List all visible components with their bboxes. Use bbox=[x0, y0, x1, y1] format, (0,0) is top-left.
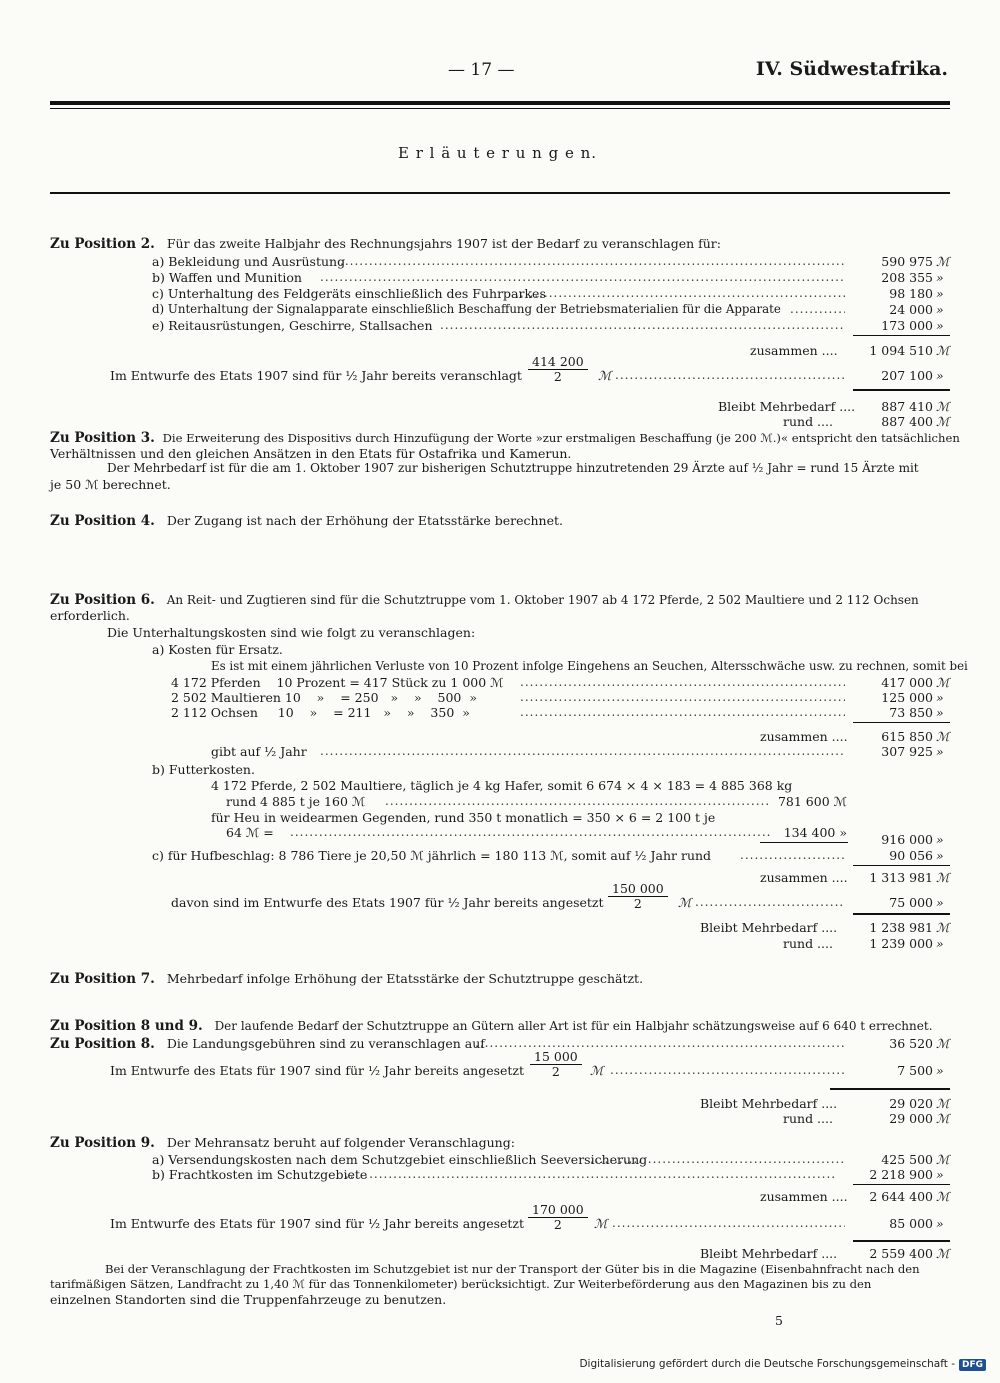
pos8-line: Zu Position 8. Die Landungsgebühren sind zu veranschlagen auf bbox=[50, 1036, 485, 1052]
pos8-bleibt-value: 29 020 ℳ bbox=[889, 1096, 950, 1111]
pos4-line: Zu Position 4. Der Zugang ist nach der Erhöhung der Etatsstärke berechnet. bbox=[50, 513, 563, 529]
pos2-item-e-value: 173 000 » bbox=[881, 318, 944, 333]
pos6-entwurf-text: davon sind im Entwurfe des Etats 1907 für ½ Jahr bereits angesetzt bbox=[171, 895, 604, 910]
leader-dots bbox=[320, 744, 845, 758]
leader-dots bbox=[790, 302, 845, 316]
pos2-rund-value: 887 400 ℳ bbox=[881, 414, 950, 429]
pos3-line4: je 50 ℳ berechnet. bbox=[50, 477, 171, 492]
pos9-item-b-value: 2 218 900 » bbox=[869, 1167, 944, 1182]
leader-dots bbox=[695, 895, 845, 909]
pos6-label: Zu Position 6. bbox=[50, 592, 155, 608]
pos2-item-b: b) Waffen und Munition bbox=[152, 270, 302, 285]
leader-dots bbox=[475, 1036, 845, 1050]
pos9-note1: Bei der Veranschlagung der Frachtkosten im Schutzgebiet ist nur der Transport der Güter bis in die Magazine (Eisenbahnfracht nach den bbox=[105, 1262, 920, 1276]
leader-dots bbox=[520, 705, 845, 719]
leader-dots bbox=[740, 848, 845, 862]
pos2-item-c-value: 98 180 » bbox=[889, 286, 944, 301]
pos8-entwurf-value: 7 500 » bbox=[897, 1063, 944, 1078]
pos6-b-label: b) Futterkosten. bbox=[152, 762, 255, 777]
pos8-frac-unit: ℳ bbox=[590, 1063, 604, 1078]
pos6-a-row1: 4 172 Pferden 10 Prozent = 417 Stück zu 1 000 ℳ bbox=[171, 675, 504, 690]
pos2-fraction: $\frac{414 200}{2}$ bbox=[528, 355, 588, 384]
pos9-item-a: a) Versendungskosten nach dem Schutzgebiet einschließlich Seeversicherung bbox=[152, 1152, 648, 1167]
leader-dots bbox=[440, 318, 845, 332]
pos6-a-text: Es ist mit einem jährlichen Verluste von 10 Prozent infolge Eingehens an Seuchen, Altersschwäche usw. zu rechnen, somit bei bbox=[211, 659, 968, 673]
pos2-bleibt-value: 887 410 ℳ bbox=[881, 399, 950, 414]
pos6-rund-label: rund .... bbox=[783, 936, 833, 951]
page-heading: E r l ä u t e r u n g e n. bbox=[398, 144, 598, 162]
pos7-label: Zu Position 7. bbox=[50, 971, 155, 987]
dfg-logo: DFG bbox=[959, 1359, 986, 1371]
leader-dots bbox=[320, 270, 845, 284]
pos6-frac-unit: ℳ bbox=[678, 895, 692, 910]
pos6-fraction: $\frac{150 000}{2}$ bbox=[608, 882, 668, 911]
header-rule-thin bbox=[50, 108, 950, 109]
footer-attribution bbox=[579, 1358, 986, 1371]
pos6-a-sum-value: 615 850 ℳ bbox=[881, 729, 950, 744]
pos6-a-sum-label: zusammen .... bbox=[760, 729, 848, 744]
pos6-b-total-value: 916 000 » bbox=[881, 832, 944, 847]
pos4-label: Zu Position 4. bbox=[50, 513, 155, 529]
footer-text: Digitalisierung gefördert durch die Deutsche Forschungsgemeinschaft - bbox=[579, 1358, 955, 1370]
pos2-entwurf-text: Im Entwurfe des Etats 1907 sind für ½ Jahr bereits veranschlagt bbox=[110, 368, 522, 383]
pos6-sum-label: zusammen .... bbox=[760, 870, 848, 885]
leader-dots bbox=[515, 286, 845, 300]
leader-dots bbox=[520, 690, 845, 704]
pos6-c-value: 90 056 » bbox=[889, 848, 944, 863]
pos8-rund-label: rund .... bbox=[783, 1111, 833, 1126]
pos9-item-b: b) Frachtkosten im Schutzgebiete bbox=[152, 1167, 368, 1182]
pos9-bleibt-value: 2 559 400 ℳ bbox=[869, 1246, 950, 1261]
pos9-bleibt-label: Bleibt Mehrbedarf .... bbox=[700, 1246, 838, 1261]
pos9-entwurf-value: 85 000 » bbox=[889, 1216, 944, 1231]
sum-rule bbox=[853, 865, 950, 866]
heading-rule bbox=[50, 192, 950, 194]
pos3-label: Zu Position 3. bbox=[50, 430, 155, 446]
sum-rule bbox=[853, 1184, 950, 1185]
pos9-note2: tarifmäßigen Sätzen, Landfracht zu 1,40 ℳ für das Tonnenkilometer) berücksichtigt. Zur Weiterbeförderung aus den Magazinen bis zu den bbox=[50, 1277, 872, 1291]
pos6-b-line3: für Heu in weidearmen Gegenden, rund 350 t monatlich = 350 × 6 = 2 100 t je bbox=[211, 810, 716, 825]
pos6-line2: erforderlich. bbox=[50, 608, 130, 623]
pos6-a-row2-value: 125 000 » bbox=[881, 690, 944, 705]
pos6-bleibt-label: Bleibt Mehrbedarf .... bbox=[700, 920, 838, 935]
pos8-fraction: $\frac{15 000}{2}$ bbox=[530, 1050, 582, 1079]
leader-dots bbox=[345, 1167, 835, 1181]
pos9-sum-value: 2 644 400 ℳ bbox=[869, 1189, 950, 1204]
pos6-b-line4-value: 134 400 » bbox=[783, 825, 847, 840]
section-title: IV. Südwestafrika. bbox=[755, 58, 948, 80]
pos9-label: Zu Position 9. bbox=[50, 1135, 155, 1151]
pos9-fraction: $\frac{170 000}{2}$ bbox=[528, 1203, 588, 1232]
sum-rule bbox=[760, 842, 848, 843]
leader-dots bbox=[290, 825, 770, 839]
pos2-rund-label: rund .... bbox=[783, 414, 833, 429]
pos2-bleibt-label: Bleibt Mehrbedarf .... bbox=[718, 399, 856, 414]
pos2-item-e: e) Reitausrüstungen, Geschirre, Stallsachen bbox=[152, 318, 433, 333]
pos6-a-row2: 2 502 Maultieren 10 » = 250 » » 500 » bbox=[171, 690, 477, 705]
sheet-mark: 5 bbox=[775, 1313, 783, 1328]
page-number: — 17 — bbox=[448, 60, 515, 80]
pos6-bleibt-value: 1 238 981 ℳ bbox=[869, 920, 950, 935]
pos8-entwurf-text: Im Entwurfe des Etats für 1907 sind für ½ Jahr bereits angesetzt bbox=[110, 1063, 525, 1078]
pos3-line1: Zu Position 3. Die Erweiterung des Dispositivs durch Hinzufügung der Worte »zur erstmaligen Beschaffung (je 200 ℳ.)« entspricht den tatsächlichen bbox=[50, 430, 960, 446]
pos2-item-c: c) Unterhaltung des Feldgeräts einschließlich des Fuhrparkes bbox=[152, 286, 546, 301]
pos2-sum-label: zusammen .... bbox=[750, 343, 838, 358]
pos6-a-label: a) Kosten für Ersatz. bbox=[152, 642, 283, 657]
pos7-line: Zu Position 7. Mehrbedarf infolge Erhöhung der Etatsstärke der Schutztruppe geschätzt. bbox=[50, 971, 644, 987]
pos9-note3: einzelnen Standorten sind die Truppenfahrzeuge zu benutzen. bbox=[50, 1292, 447, 1307]
pos2-item-b-value: 208 355 » bbox=[881, 270, 944, 285]
pos8-label: Zu Position 8. bbox=[50, 1036, 155, 1052]
pos6-b-line1: 4 172 Pferde, 2 502 Maultiere, täglich je 4 kg Hafer, somit 6 674 × 4 × 183 = 4 885 368 kg bbox=[211, 778, 793, 793]
pos6-a-row3-value: 73 850 » bbox=[889, 705, 944, 720]
pos6-sum-value: 1 313 981 ℳ bbox=[869, 870, 950, 885]
pos2-item-a: a) Bekleidung und Ausrüstung bbox=[152, 254, 346, 269]
pos6-a-half-value: 307 925 » bbox=[881, 744, 944, 759]
sum-rule bbox=[853, 389, 950, 391]
pos9-sum-label: zusammen .... bbox=[760, 1189, 848, 1204]
pos2-item-d-value: 24 000 » bbox=[889, 302, 944, 317]
pos8-bleibt-label: Bleibt Mehrbedarf .... bbox=[700, 1096, 838, 1111]
sum-rule bbox=[853, 913, 950, 915]
pos6-b-line2-value: 781 600 ℳ bbox=[777, 794, 847, 809]
pos2-entwurf-value: 207 100 » bbox=[881, 368, 944, 383]
pos2-label: Zu Position 2. bbox=[50, 236, 155, 252]
leader-dots bbox=[615, 368, 845, 382]
pos9-item-a-value: 425 500 ℳ bbox=[881, 1152, 950, 1167]
pos6-a-half-label: gibt auf ½ Jahr bbox=[211, 744, 307, 759]
leader-dots bbox=[590, 1152, 845, 1166]
leader-dots bbox=[340, 254, 845, 268]
pos3-line2: Verhältnissen und den gleichen Ansätzen in den Etats für Ostafrika und Kamerun. bbox=[50, 446, 572, 461]
pos6-a-row3: 2 112 Ochsen 10 » = 211 » » 350 » bbox=[171, 705, 470, 720]
pos89-line: Zu Position 8 und 9. Der laufende Bedarf der Schutztruppe an Gütern aller Art ist für ein Halbjahr schätzungsweise auf 6 640 t errechnet. bbox=[50, 1018, 933, 1034]
pos2-frac-unit: ℳ bbox=[598, 368, 612, 383]
pos8-rund-value: 29 000 ℳ bbox=[889, 1111, 950, 1126]
sum-rule bbox=[853, 335, 950, 336]
sum-rule bbox=[853, 722, 950, 723]
header-rule-thick bbox=[50, 101, 950, 105]
pos9-frac-unit: ℳ bbox=[594, 1216, 608, 1231]
pos6-b-line2: rund 4 885 t je 160 ℳ bbox=[226, 794, 366, 809]
pos6-line1: Zu Position 6. An Reit- und Zugtieren sind für die Schutztruppe vom 1. Oktober 1907 ab 4 172 Pferde, 2 502 Maultiere und 2 112 Ochsen bbox=[50, 592, 919, 608]
leader-dots bbox=[385, 794, 770, 808]
pos3-line3: Der Mehrbedarf ist für die am 1. Oktober 1907 zur bisherigen Schutztruppe hinzutretenden 29 Ärzte auf ½ Jahr = rund 15 Ärzte mit bbox=[107, 461, 919, 475]
pos8-value: 36 520 ℳ bbox=[889, 1036, 950, 1051]
sum-rule bbox=[853, 1240, 950, 1242]
leader-dots bbox=[612, 1216, 845, 1230]
pos2-intro: Für das zweite Halbjahr des Rechnungsjahrs 1907 ist der Bedarf zu veranschlagen für: bbox=[166, 236, 721, 251]
leader-dots bbox=[520, 675, 845, 689]
pos6-c-text: c) für Hufbeschlag: 8 786 Tiere je 20,50 ℳ jährlich = 180 113 ℳ, somit auf ½ Jahr rund bbox=[152, 848, 712, 863]
pos2-line bbox=[50, 236, 721, 252]
pos6-a-row1-value: 417 000 ℳ bbox=[881, 675, 950, 690]
pos89-label: Zu Position 8 und 9. bbox=[50, 1018, 203, 1034]
pos6-entwurf-value: 75 000 » bbox=[889, 895, 944, 910]
pos2-sum-value: 1 094 510 ℳ bbox=[869, 343, 950, 358]
pos6-b-line4: 64 ℳ = bbox=[226, 825, 274, 840]
sum-rule bbox=[830, 1088, 950, 1090]
pos2-item-a-value: 590 975 ℳ bbox=[881, 254, 950, 269]
leader-dots bbox=[610, 1063, 845, 1077]
pos9-line: Zu Position 9. Der Mehransatz beruht auf folgender Veranschlagung: bbox=[50, 1135, 515, 1151]
pos6-line3: Die Unterhaltungskosten sind wie folgt zu veranschlagen: bbox=[107, 625, 476, 640]
pos6-rund-value: 1 239 000 » bbox=[869, 936, 944, 951]
pos9-entwurf-text: Im Entwurfe des Etats für 1907 sind für ½ Jahr bereits angesetzt bbox=[110, 1216, 525, 1231]
pos2-item-d: d) Unterhaltung der Signalapparate einschließlich Beschaffung der Betriebsmaterialien für die Apparate bbox=[152, 302, 781, 316]
